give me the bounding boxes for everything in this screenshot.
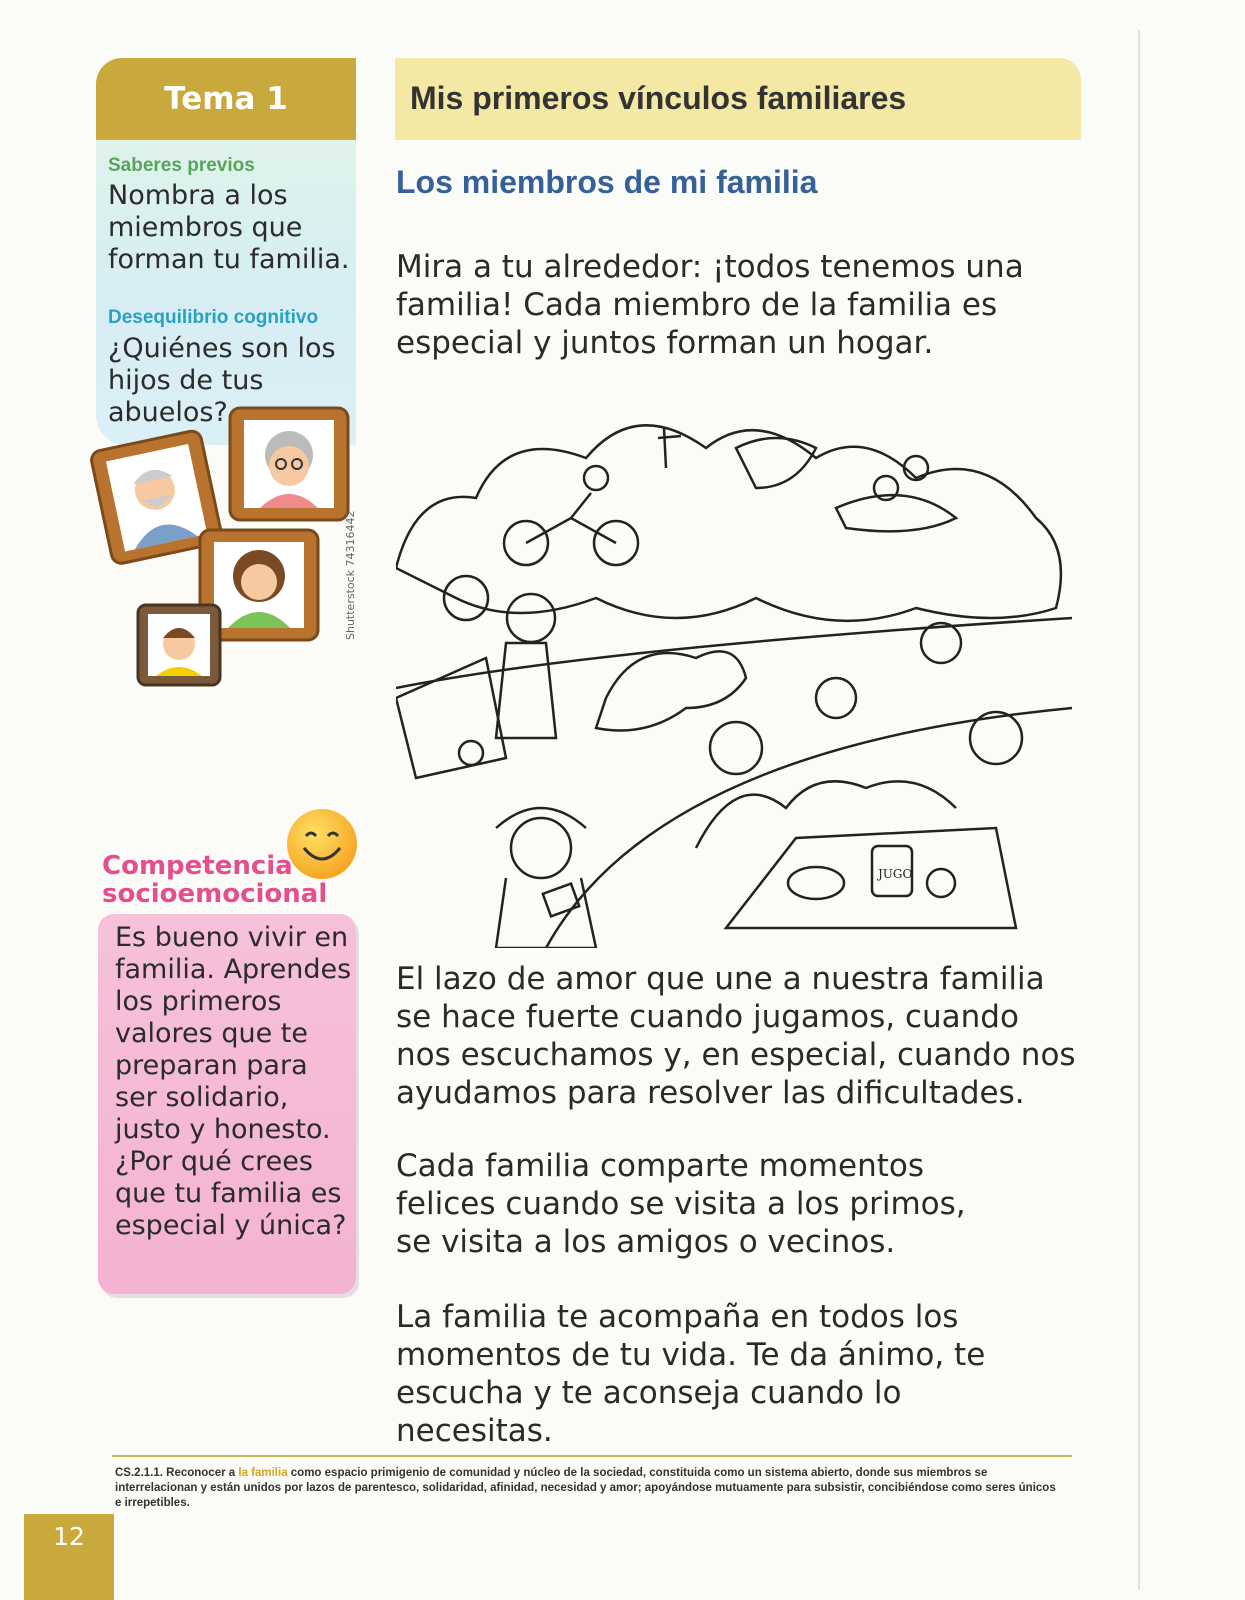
page-title: Mis primeros vínculos familiares: [410, 80, 907, 116]
paragraph-3: Cada familia comparte momentos felices cuando se visita a los primos, se visita a los amigos o vecinos.: [396, 1148, 966, 1260]
desequilibrio-heading: Desequilibrio cognitivo: [108, 307, 319, 328]
saberes-text: Nombra a los miembros que forman tu familia.: [108, 180, 350, 275]
grandmother-portrait-icon: [230, 408, 348, 520]
paragraph-1: Mira a tu alrededor: ¡todos tenemos una familia! Cada miembro de la familia es especial y juntos forman un hogar.: [396, 249, 1024, 361]
child-portrait-icon: [138, 605, 220, 685]
curriculum-footnote: [115, 1466, 1065, 1511]
family-portraits: [90, 400, 360, 710]
footnote-code: CS.2.1.1. Reconocer a: [115, 1467, 239, 1479]
tema-label: Tema 1: [164, 81, 288, 117]
footnote-rest: como espacio primigenio de comunidad y núcleo de la sociedad, constituida como un sistema abierto, donde sus miembros se interrelacionan y están unidos por lazos de parentesco, solidaridad, afinidad, necesidad y amor; apoyándose mutuamente para subsistir, concibiéndose como seres únicos e irrepetibles.: [115, 1467, 1056, 1509]
competencia-title-line-2: socioemocional: [102, 879, 328, 909]
competencia-title: [102, 852, 362, 908]
page-number: 12: [24, 1514, 114, 1600]
competencia-text: Es bueno vivir en familia. Aprendes los primeros valores que te preparan para ser solidario, justo y honesto. ¿Por qué crees que tu familia es especial y única?: [115, 922, 352, 1241]
competencia-title-line-1: Competencia: [102, 851, 293, 881]
juice-label: JUGO: [878, 867, 913, 881]
section-subtitle: Los miembros de mi familia: [396, 164, 818, 200]
desequilibrio-text: ¿Quiénes son los hijos de tus abuelos?: [108, 333, 336, 428]
paragraph-2: El lazo de amor que une a nuestra familia se hace fuerte cuando jugamos, cuando nos escuchamos y, en especial, cuando nos ayudamos para resolver las dificultades.: [396, 961, 1076, 1111]
footer-divider: [112, 1455, 1072, 1457]
tema-tab: [96, 58, 356, 140]
saberes-heading: Saberes previos: [108, 155, 255, 176]
page-edge: [1138, 30, 1140, 1590]
image-credit: Shutterstock 74316442: [344, 510, 357, 640]
footnote-highlight: la familia: [238, 1467, 288, 1479]
park-family-illustration: [396, 408, 1072, 948]
paragraph-4: La familia te acompaña en todos los momentos de tu vida. Te da ánimo, te escucha y te aconseja cuando lo necesitas.: [396, 1299, 986, 1449]
